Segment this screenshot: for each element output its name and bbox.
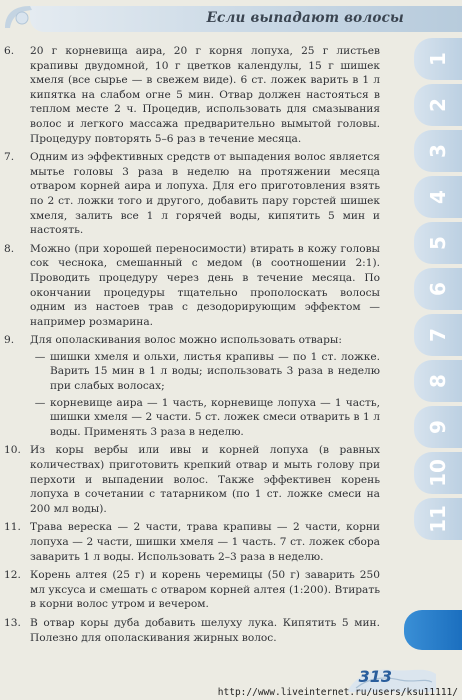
sub-item-text: шишки хмеля и ольхи, листья крапивы — по 1 ст. ложке. Варить 15 мин в 1 л воды; использовать 3 раза в неделю при слабых волосах; (50, 350, 380, 393)
item-number: 10. (4, 444, 21, 457)
item-text: Для ополаскивания волос можно использовать отвары: (30, 334, 342, 347)
source-url[interactable]: http://www.liveinternet.ru/users/ksu11111/ (217, 687, 458, 698)
item-number: 7. (4, 151, 15, 164)
chapter-tab-7[interactable]: 7 (414, 314, 462, 356)
chapter-tab-2[interactable]: 2 (414, 84, 462, 126)
item-number: 6. (4, 45, 15, 57)
list-item (4, 616, 380, 645)
item-text: Одним из эффективных средств от выпадения волос является мытье головы 3 раза в неделю на протяжении месяца отваром корней аира и лопуха. Для его приготовления взять по 2 ст. ложки того и другого, добавить пару горстей шишек хмеля, залить все 1 л горячей воды, кипятить 5 мин и настоять. (30, 151, 380, 237)
recipe-list (4, 44, 380, 649)
item-text: Из коры вербы или ивы и корней лопуха (в равных количествах) приготовить крепкий отвар и мыть голову при перхоти и выпадении волос. Также эффективен корень лопуха в сочетании с татарником (по 1 ст. ложке смеси на 200 мл воды). (30, 444, 380, 515)
chapter-tab-4[interactable]: 4 (414, 176, 462, 218)
active-chapter-marker (404, 610, 462, 650)
page-header (0, 0, 462, 36)
list-item (4, 443, 380, 516)
corner-ornament-icon (2, 2, 36, 32)
item-number: 8. (4, 242, 15, 255)
dash-bullet: — (34, 396, 46, 409)
list-item (4, 333, 380, 439)
item-text: Трава вереска — 2 части, трава крапивы — 2 части, корни лопуха — 2 части, шишки хмеля — 1 часть. 7 ст. ложек сбора заварить 1 л воды. Использовать 2–3 раза в неделю. (30, 521, 380, 563)
chapter-tab-6[interactable]: 6 (414, 268, 462, 310)
page-footer (0, 658, 462, 700)
item-body (30, 333, 380, 439)
list-item (4, 150, 380, 238)
list-item (4, 568, 380, 612)
dash-bullet: — (34, 350, 46, 363)
item-number: 13. (4, 616, 21, 629)
list-item (4, 44, 380, 146)
chapter-tab-5[interactable]: 5 (414, 222, 462, 264)
item-number: 12. (4, 569, 21, 582)
chapter-tab-9[interactable]: 9 (414, 406, 462, 448)
item-number: 11. (4, 521, 21, 534)
list-item (4, 242, 380, 330)
chapter-tab-1[interactable]: 1 (414, 38, 462, 80)
chapter-tab-11[interactable]: 11 (414, 498, 462, 540)
chapter-tab-10[interactable]: 10 (414, 452, 462, 494)
item-number: 9. (4, 334, 15, 347)
chapter-tab-8[interactable]: 8 (414, 360, 462, 402)
list-item (4, 520, 380, 564)
item-text: 20 г корневища аира, 20 г корня лопуха, 25 г листьев крапивы двудомной, 10 г цветков календулы, 15 г шишек хмеля (все сырье — в свежем виде). 6 ст. ложек варить в 1 л кипятка на слабом огне 5 мин. Отвар должен настояться в теплом месте 2 ч. Процедив, использовать для смазывания волос и легкого массажа предварительно вымытой головы. Процедуру повторять 5–6 раз в течение месяца. (30, 45, 380, 145)
sub-item (30, 396, 380, 440)
page-number: 313 (358, 667, 392, 686)
chapter-tab-3[interactable]: 3 (414, 130, 462, 172)
item-text: В отвар коры дуба добавить шелуху лука. Кипятить 5 мин. Полезно для ополаскивания жирных волос. (30, 616, 380, 644)
page-title: Если выпадают волосы (206, 10, 404, 26)
item-text: Корень алтея (25 г) и корень черемицы (50 г) заварить 250 мл уксуса и смешать с отваром корней алтея (1:200). Втирать в корни волос утром и вечером. (30, 569, 380, 611)
sub-item (30, 350, 380, 394)
sub-item-text: корневище аира — 1 часть, корневище лопуха — 1 часть, шишки хмеля — 2 части. 5 ст. ложек смеси отварить в 1 л воды. Применять 3 раза в неделю. (50, 396, 380, 438)
chapter-tabs (404, 36, 462, 656)
item-text: Можно (при хорошей переносимости) втирать в кожу головы сок чеснока, смешанный с медом (в соотношении 2:1). Проводить процедуру через день в течение месяца. По окончании процедуры тщательно прополоскать волосы одним из настоев трав с дезодорирующим эффектом — например розмарина. (30, 242, 380, 328)
